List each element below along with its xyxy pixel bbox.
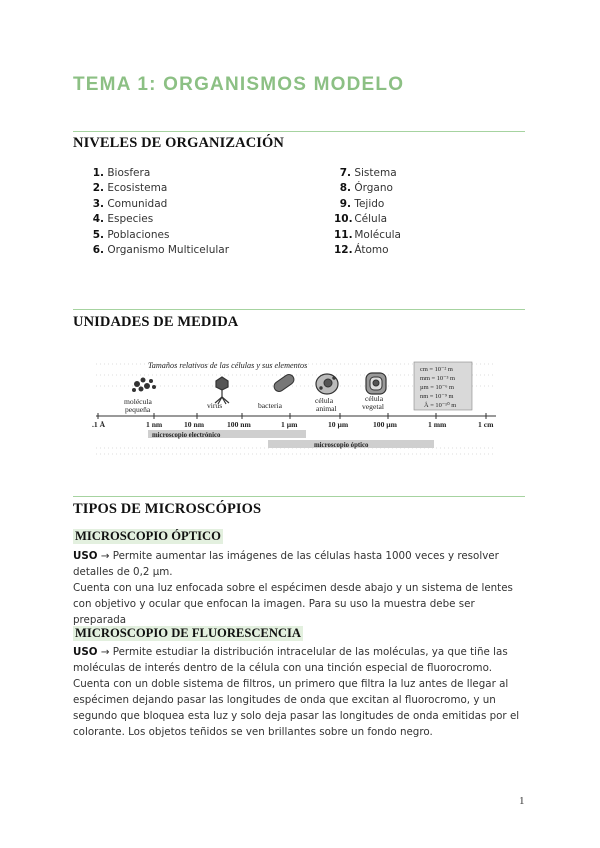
section-heading-tipos: TIPOS DE MICROSCÓPIOS <box>73 501 262 517</box>
page-number: 1 <box>519 795 525 807</box>
levels-list-right <box>334 166 401 258</box>
list-item: 10. Célula <box>334 213 388 226</box>
page-title: TEMA 1: ORGANISMOS MODELO <box>73 74 405 95</box>
electron-microscope-label: microscopio electrónico <box>152 432 221 439</box>
description-text: Cuenta con una luz enfocada sobre el espécimen desde abajo y un sistema de lentes con objetivo y ocular que enfocan la imagen. Para su uso la muestra debe ser preparada <box>73 581 513 626</box>
scale-tick: 100 nm <box>227 420 251 429</box>
uso-label: USO <box>73 646 98 658</box>
uso-text: Permite estudiar la distribución intracelular de las moléculas, ya que tiñe las moléculas de interés dentro de la célula con una tinción especial de fluorocromo. <box>73 646 508 674</box>
list-item: 5. Poblaciones <box>92 228 170 241</box>
fluorescencia-paragraph <box>73 645 529 740</box>
subheading-optico: MICROSCOPIO ÓPTICO <box>75 529 221 543</box>
scale-tick: 10 µm <box>328 420 349 429</box>
section-divider <box>73 496 525 497</box>
list-item: 3. Comunidad <box>92 197 168 210</box>
label-animal-cell: célula animal <box>315 396 337 413</box>
uso-text: Permite aumentar las imágenes de las células hasta 1000 veces y resolver detalles de 0,2 µm. <box>73 550 499 578</box>
animal-cell-illustration <box>316 374 338 394</box>
scale-tick: 1 mm <box>428 420 447 429</box>
label-small-molecule: molécula pequeña <box>124 397 152 414</box>
list-item: 4. Especies <box>92 213 154 226</box>
cell-size-scale-figure <box>92 356 500 458</box>
section-heading-unidades: UNIDADES DE MEDIDA <box>73 314 239 330</box>
optical-microscope-label: microscopio óptico <box>314 442 369 449</box>
scale-tick: 100 µm <box>373 420 397 429</box>
optico-paragraph <box>73 549 529 629</box>
arrow-icon: → <box>100 646 110 658</box>
subheading-fluorescencia: MICROSCOPIO DE FLUORESCENCIA <box>75 626 302 640</box>
section-divider <box>73 309 525 310</box>
scale-tick: 1 nm <box>146 420 163 429</box>
section-heading-niveles: NIVELES DE ORGANIZACIÓN <box>73 135 284 151</box>
list-item: 6. Organismo Multicelular <box>92 244 230 257</box>
unit-line: cm = 10⁻² m <box>420 366 453 373</box>
section-divider <box>73 131 525 132</box>
unit-line: nm = 10⁻⁹ m <box>420 393 454 400</box>
label-bacteria: bacteria <box>258 401 283 410</box>
unit-line: Å = 10⁻¹⁰ m <box>424 402 457 409</box>
list-item: 11. Molécula <box>334 228 401 241</box>
scale-tick: .1 Å <box>92 420 106 429</box>
levels-list-left <box>90 166 229 258</box>
scale-tick: 1 µm <box>281 420 298 429</box>
list-item: 1. Biosfera <box>92 167 151 179</box>
scale-tick: 1 cm <box>478 420 494 429</box>
label-plant-cell: célula vegetal <box>362 394 384 411</box>
plant-cell-illustration <box>366 373 386 394</box>
list-item: 12. Átomo <box>334 244 389 257</box>
uso-label: USO <box>73 550 98 562</box>
list-item: 2. Ecosistema <box>92 182 168 195</box>
unit-line: µm = 10⁻⁶ m <box>420 384 455 391</box>
unit-line: mm = 10⁻³ m <box>420 375 455 382</box>
description-text: Cuenta con un doble sistema de filtros, un primero que filtra la luz antes de llegar al espécimen dejando pasar las longitudes de onda que excitan al fluorocromo, y un segundo que bloquea esta luz y solo deja pasar las longitudes de onda emitidas por el colorante. Los objetos teñidos se ven brillantes sobre un fondo negro. <box>73 677 520 738</box>
list-item: 8. Órgano <box>339 182 393 195</box>
list-item: 9. Tejido <box>339 197 385 210</box>
scale-tick: 10 nm <box>184 420 205 429</box>
label-virus: virus <box>207 401 223 410</box>
list-item: 7. Sistema <box>339 167 397 179</box>
arrow-icon: → <box>100 550 110 562</box>
figure-title: Tamaños relativos de las células y sus elementos <box>148 361 308 370</box>
